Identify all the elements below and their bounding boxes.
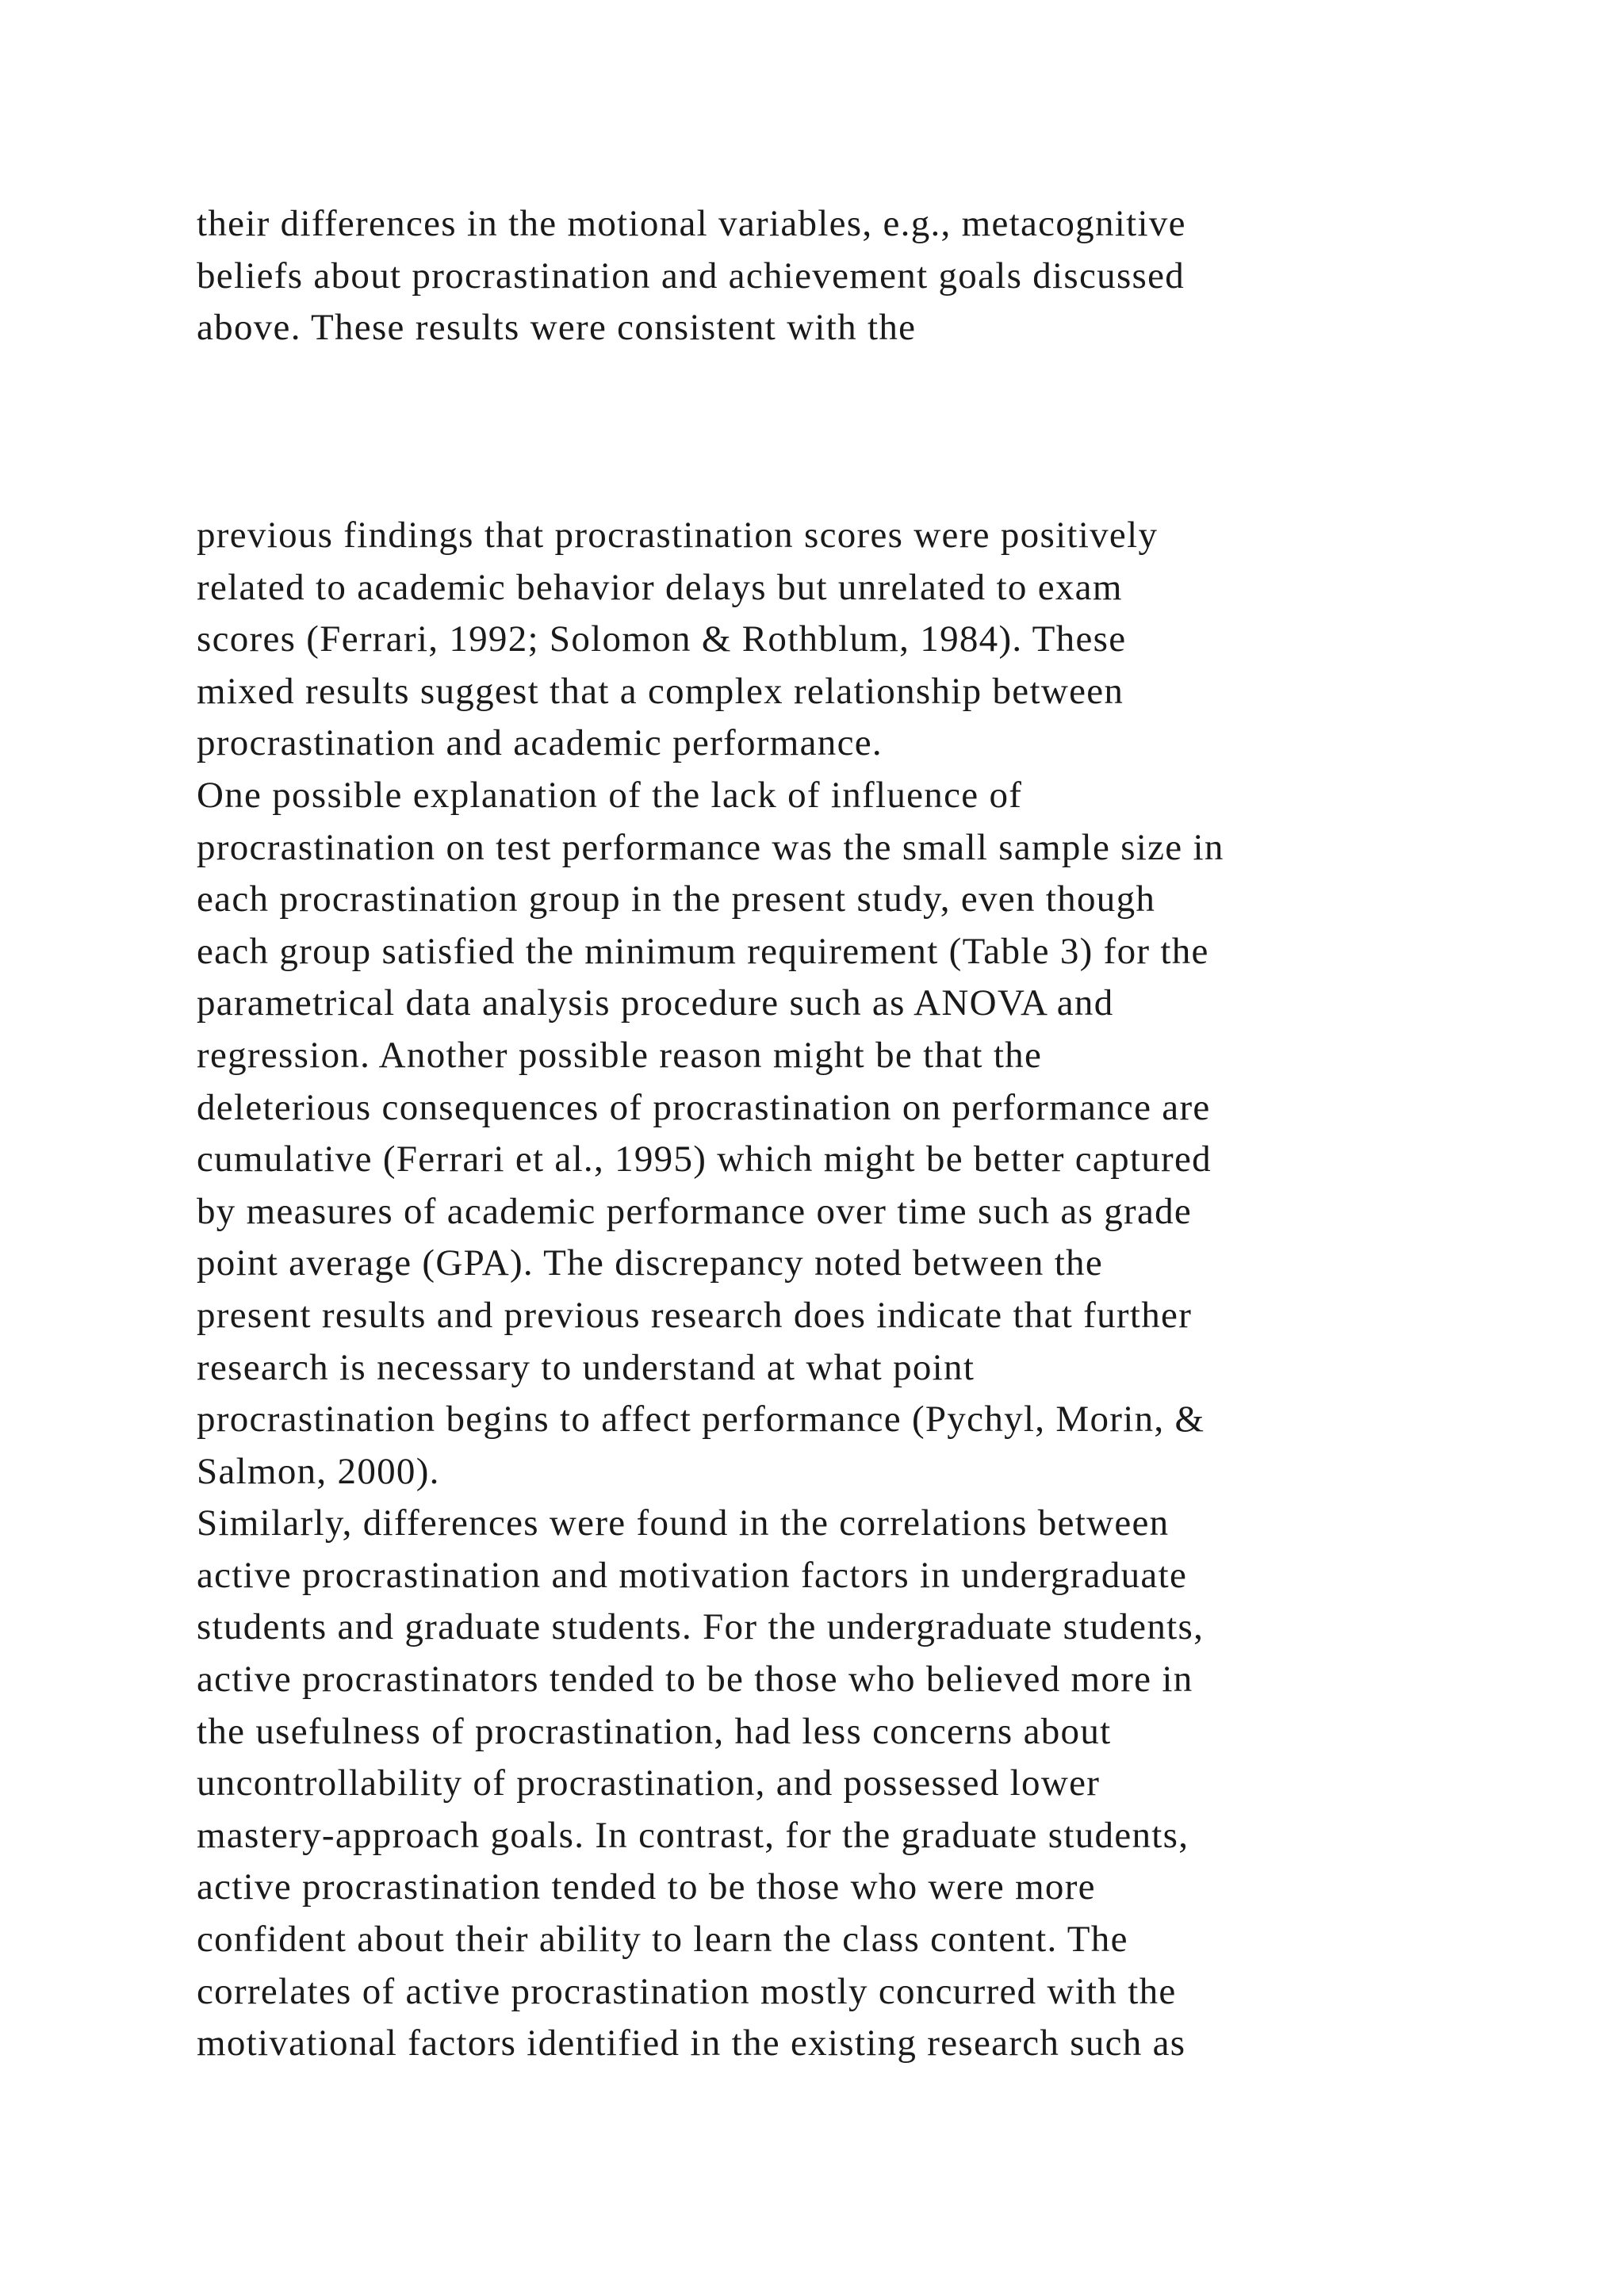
text-line: scores (Ferrari, 1992; Solomon & Rothblum, 1984). These [197,618,1127,660]
text-line: active procrastination tended to be those who were more [197,1866,1096,1908]
text-line: One possible explanation of the lack of influence of [197,774,1023,816]
text-line: procrastination and academic performance. [197,722,883,764]
text-line: previous findings that procrastination scores were positively [197,515,1159,556]
text-line: each procrastination group in the present study, even though [197,878,1156,920]
text-line: by measures of academic performance over time such as grade [197,1190,1193,1232]
text-line: cumulative (Ferrari et al., 1995) which might be better captured [197,1138,1212,1181]
text-line: uncontrollability of procrastination, and possessed lower [197,1762,1101,1804]
text-line: confident about their ability to learn the class content. The [197,1919,1128,1961]
text-line: research is necessary to understand at what point [197,1346,975,1388]
text-line: above. These results were consistent with the [197,307,917,349]
text-line: deleterious consequences of procrastination on performance are [197,1086,1211,1128]
text-line: active procrastinators tended to be those who believed more in [197,1659,1193,1701]
text-line: procrastination begins to affect performance (Pychyl, Morin, & [197,1399,1205,1441]
text-line: the usefulness of procrastination, had less concerns about [197,1710,1112,1752]
text-line: Similarly, differences were found in the correlations between [197,1502,1170,1544]
text-line: Salmon, 2000). [197,1450,440,1492]
text-line: each group satisfied the minimum requirement (Table 3) for the [197,930,1209,972]
text-line: regression. Another possible reason might be that the [197,1034,1043,1076]
text-line: present results and previous research does indicate that further [197,1294,1193,1336]
text-line: related to academic behavior delays but unrelated to exam [197,566,1123,608]
text-line: procrastination on test performance was the small sample size in [197,826,1224,868]
text-line: their differences in the motional variables, e.g., metacognitive [197,203,1186,244]
text-line: motivational factors identified in the existing research such as [197,2022,1186,2064]
top-paragraph [197,198,1481,354]
text-line: students and graduate students. For the undergraduate students, [197,1606,1205,1648]
main-text-block [197,510,1481,2070]
text-line: parametrical data analysis procedure such as ANOVA and [197,982,1114,1024]
text-line: mixed results suggest that a complex relationship between [197,670,1124,712]
text-line: correlates of active procrastination mostly concurred with the [197,1970,1177,2012]
text-line: point average (GPA). The discrepancy noted between the [197,1242,1104,1284]
text-line: mastery-approach goals. In contrast, for the graduate students, [197,1814,1189,1856]
text-line: active procrastination and motivation factors in undergraduate [197,1554,1188,1596]
text-line: beliefs about procrastination and achievement goals discussed [197,254,1185,297]
